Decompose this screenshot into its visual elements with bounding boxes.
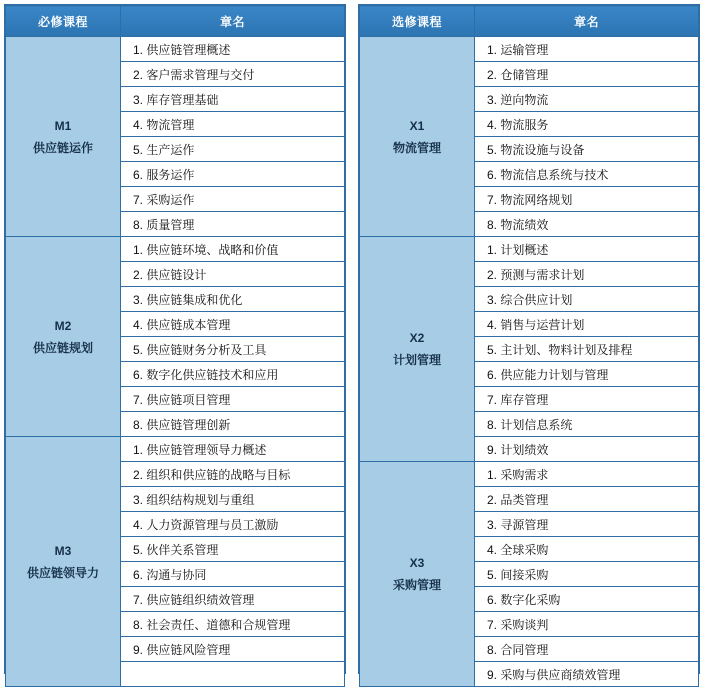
chapter-cell: 7. 库存管理 [475, 387, 699, 412]
table-row [6, 237, 345, 262]
module-cell-m3 [6, 437, 121, 687]
module-name: 供应链领导力 [26, 565, 99, 580]
chapter-cell: 8. 质量管理 [121, 212, 345, 237]
header-chapter-name: 章名 [475, 6, 699, 37]
elective-table-body [360, 37, 699, 687]
chapter-cell: 7. 供应链项目管理 [121, 387, 345, 412]
module-cell-x2 [360, 237, 475, 462]
chapter-cell: 2. 仓储管理 [475, 62, 699, 87]
chapter-cell: 1. 运输管理 [475, 37, 699, 62]
chapter-cell: 2. 组织和供应链的战略与目标 [121, 462, 345, 487]
chapter-cell: 5. 主计划、物料计划及排程 [475, 337, 699, 362]
module-name: 供应链规划 [32, 340, 93, 355]
chapter-cell: 3. 组织结构规划与重组 [121, 487, 345, 512]
chapter-cell: 5. 间接采购 [475, 562, 699, 587]
chapter-cell: 6. 数字化供应链技术和应用 [121, 362, 345, 387]
table-row [360, 37, 699, 62]
chapter-cell: 2. 品类管理 [475, 487, 699, 512]
chapter-cell: 4. 物流管理 [121, 112, 345, 137]
chapter-cell: 9. 采购与供应商绩效管理 [475, 662, 699, 687]
chapter-cell: 5. 生产运作 [121, 137, 345, 162]
chapter-cell: 6. 物流信息系统与技术 [475, 162, 699, 187]
chapter-cell: 8. 合同管理 [475, 637, 699, 662]
module-code: M2 [54, 318, 72, 333]
module-name: 采购管理 [392, 578, 441, 592]
chapter-cell: 2. 供应链设计 [121, 262, 345, 287]
required-table-header [6, 6, 345, 37]
required-table-body [6, 37, 345, 687]
module-code: X2 [409, 331, 425, 345]
chapter-cell: 3. 供应链集成和优化 [121, 287, 345, 312]
chapter-cell: 5. 供应链财务分析及工具 [121, 337, 345, 362]
chapter-cell: 4. 销售与运营计划 [475, 312, 699, 337]
elective-courses-table [358, 4, 700, 682]
chapter-cell: 1. 采购需求 [475, 462, 699, 487]
chapter-cell: 8. 计划信息系统 [475, 412, 699, 437]
chapter-cell: 3. 寻源管理 [475, 512, 699, 537]
module-cell-x1 [360, 37, 475, 237]
chapter-cell: 1. 供应链管理概述 [121, 37, 345, 62]
chapter-cell: 7. 供应链组织绩效管理 [121, 587, 345, 612]
chapter-cell: 3. 逆向物流 [475, 87, 699, 112]
chapter-cell: 9. 供应链风险管理 [121, 637, 345, 662]
module-name: 物流管理 [392, 140, 441, 155]
module-cell-x3 [360, 462, 475, 687]
chapter-cell: 6. 数字化采购 [475, 587, 699, 612]
table-row [360, 237, 699, 262]
chapter-cell: 3. 综合供应计划 [475, 287, 699, 312]
elective-courses-grid [359, 5, 699, 687]
module-code: M3 [54, 543, 72, 558]
chapter-cell: 3. 库存管理基础 [121, 87, 345, 112]
chapter-cell: 4. 物流服务 [475, 112, 699, 137]
chapter-cell: 1. 计划概述 [475, 237, 699, 262]
chapter-cell: 6. 服务运作 [121, 162, 345, 187]
chapter-cell: 8. 物流绩效 [475, 212, 699, 237]
chapter-cell: 9. 计划绩效 [475, 437, 699, 462]
chapter-cell: 7. 物流网络规划 [475, 187, 699, 212]
module-cell-m2 [6, 237, 121, 437]
module-code: X1 [409, 118, 425, 133]
chapter-cell-empty [121, 662, 345, 687]
table-row [6, 37, 345, 62]
module-code: X3 [409, 556, 425, 570]
chapter-cell: 2. 预测与需求计划 [475, 262, 699, 287]
chapter-cell: 8. 供应链管理创新 [121, 412, 345, 437]
chapter-cell: 1. 供应链环境、战略和价值 [121, 237, 345, 262]
header-row [6, 6, 345, 37]
header-required-course: 必修课程 [6, 6, 121, 37]
required-courses-grid [5, 5, 345, 687]
chapter-cell: 6. 供应能力计划与管理 [475, 362, 699, 387]
elective-table-header [360, 6, 699, 37]
required-courses-table [4, 4, 346, 674]
module-name: 供应链运作 [32, 140, 93, 155]
module-cell-m1 [6, 37, 121, 237]
chapter-cell: 2. 客户需求管理与交付 [121, 62, 345, 87]
chapter-cell: 7. 采购谈判 [475, 612, 699, 637]
chapter-cell: 4. 供应链成本管理 [121, 312, 345, 337]
header-chapter-name: 章名 [121, 6, 345, 37]
table-row [6, 437, 345, 462]
table-row [360, 462, 699, 487]
header-row [360, 6, 699, 37]
chapter-cell: 7. 采购运作 [121, 187, 345, 212]
header-elective-course: 选修课程 [360, 6, 475, 37]
module-code: M1 [54, 118, 72, 133]
chapter-cell: 1. 供应链管理领导力概述 [121, 437, 345, 462]
chapter-cell: 4. 全球采购 [475, 537, 699, 562]
module-name: 计划管理 [392, 353, 441, 367]
chapter-cell: 8. 社会责任、道德和合规管理 [121, 612, 345, 637]
chapter-cell: 5. 伙伴关系管理 [121, 537, 345, 562]
chapter-cell: 5. 物流设施与设备 [475, 137, 699, 162]
chapter-cell: 4. 人力资源管理与员工激励 [121, 512, 345, 537]
chapter-cell: 6. 沟通与协同 [121, 562, 345, 587]
